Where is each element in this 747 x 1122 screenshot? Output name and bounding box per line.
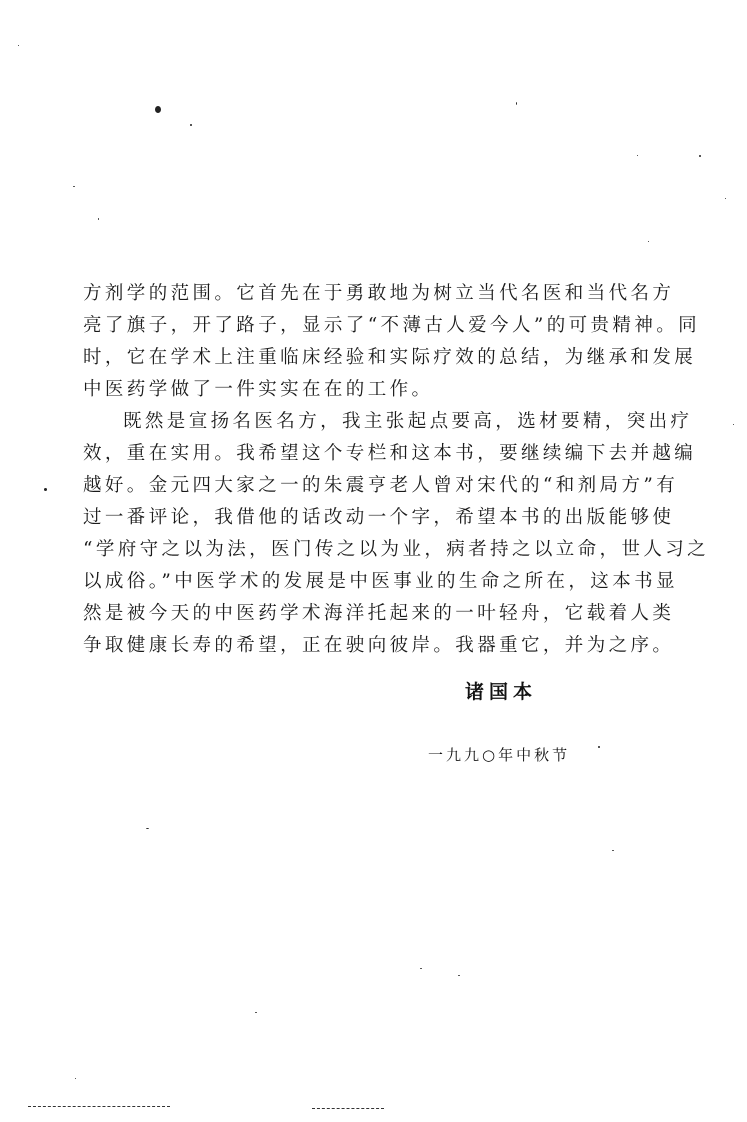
scan-speck [73, 186, 75, 187]
text-line: 以成俗。”中医学术的发展是中医事业的生命之所在，这本书显 [83, 571, 678, 592]
scan-speck [612, 850, 614, 851]
paragraph-start-line: 既然是宣扬名医名方，我主张起点要高，选材要精，突出疗 [123, 411, 693, 432]
scan-speck [420, 968, 422, 969]
scan-speck [598, 746, 600, 748]
preface-body-text [83, 278, 710, 662]
scan-speck [699, 155, 701, 157]
text-line: 时，它在学术上注重临床经验和实际疗效的总结，为继承和发展 [83, 347, 697, 368]
scan-speck [458, 975, 460, 976]
scan-speck [75, 1078, 76, 1079]
scan-artifact-line [28, 1106, 170, 1107]
text-line: 过一番评论，我借他的话改动一个字，希望本书的出版能够使 [83, 507, 675, 528]
signature-date: 一九九○年中秋节 [428, 746, 571, 764]
text-line: 中医药学做了一件实实在在的工作。 [83, 379, 434, 400]
scan-speck [155, 106, 161, 113]
text-line: 争取健康长寿的希望，正在驶向彼岸。我器重它，并为之序。 [83, 635, 675, 656]
scan-speck [18, 45, 19, 46]
scan-speck [255, 1012, 257, 1013]
scan-speck [733, 424, 734, 425]
author-signature: 诸国本 [465, 681, 538, 703]
scan-speck [98, 218, 99, 220]
text-line: 然是被今天的中医药学术海洋托起来的一叶轻舟，它载着人类 [83, 603, 675, 624]
scan-speck [637, 155, 638, 156]
scan-speck [44, 488, 47, 491]
scan-speck [648, 241, 649, 242]
scan-artifact-line [312, 1108, 384, 1109]
text-line: 越好。金元四大家之一的朱震亨老人曾对宋代的“和剂局方”有 [83, 475, 679, 496]
text-line: “学府守之以为法，医门传之以为业，病者持之以立命，世人习之 [83, 539, 710, 560]
scan-speck [146, 828, 149, 829]
text-line: 效，重在实用。我希望这个专栏和这本书，要继续编下去并越编 [83, 443, 697, 464]
scan-speck [725, 198, 726, 199]
scan-speck [190, 124, 192, 126]
text-line: 方剂学的范围。它首先在于勇敢地为树立当代名医和当代名方 [83, 283, 675, 304]
text-line: 亮了旗子，开了路子，显示了“不薄古人爱今人”的可贵精神。同 [83, 315, 701, 336]
scan-speck [516, 102, 517, 105]
